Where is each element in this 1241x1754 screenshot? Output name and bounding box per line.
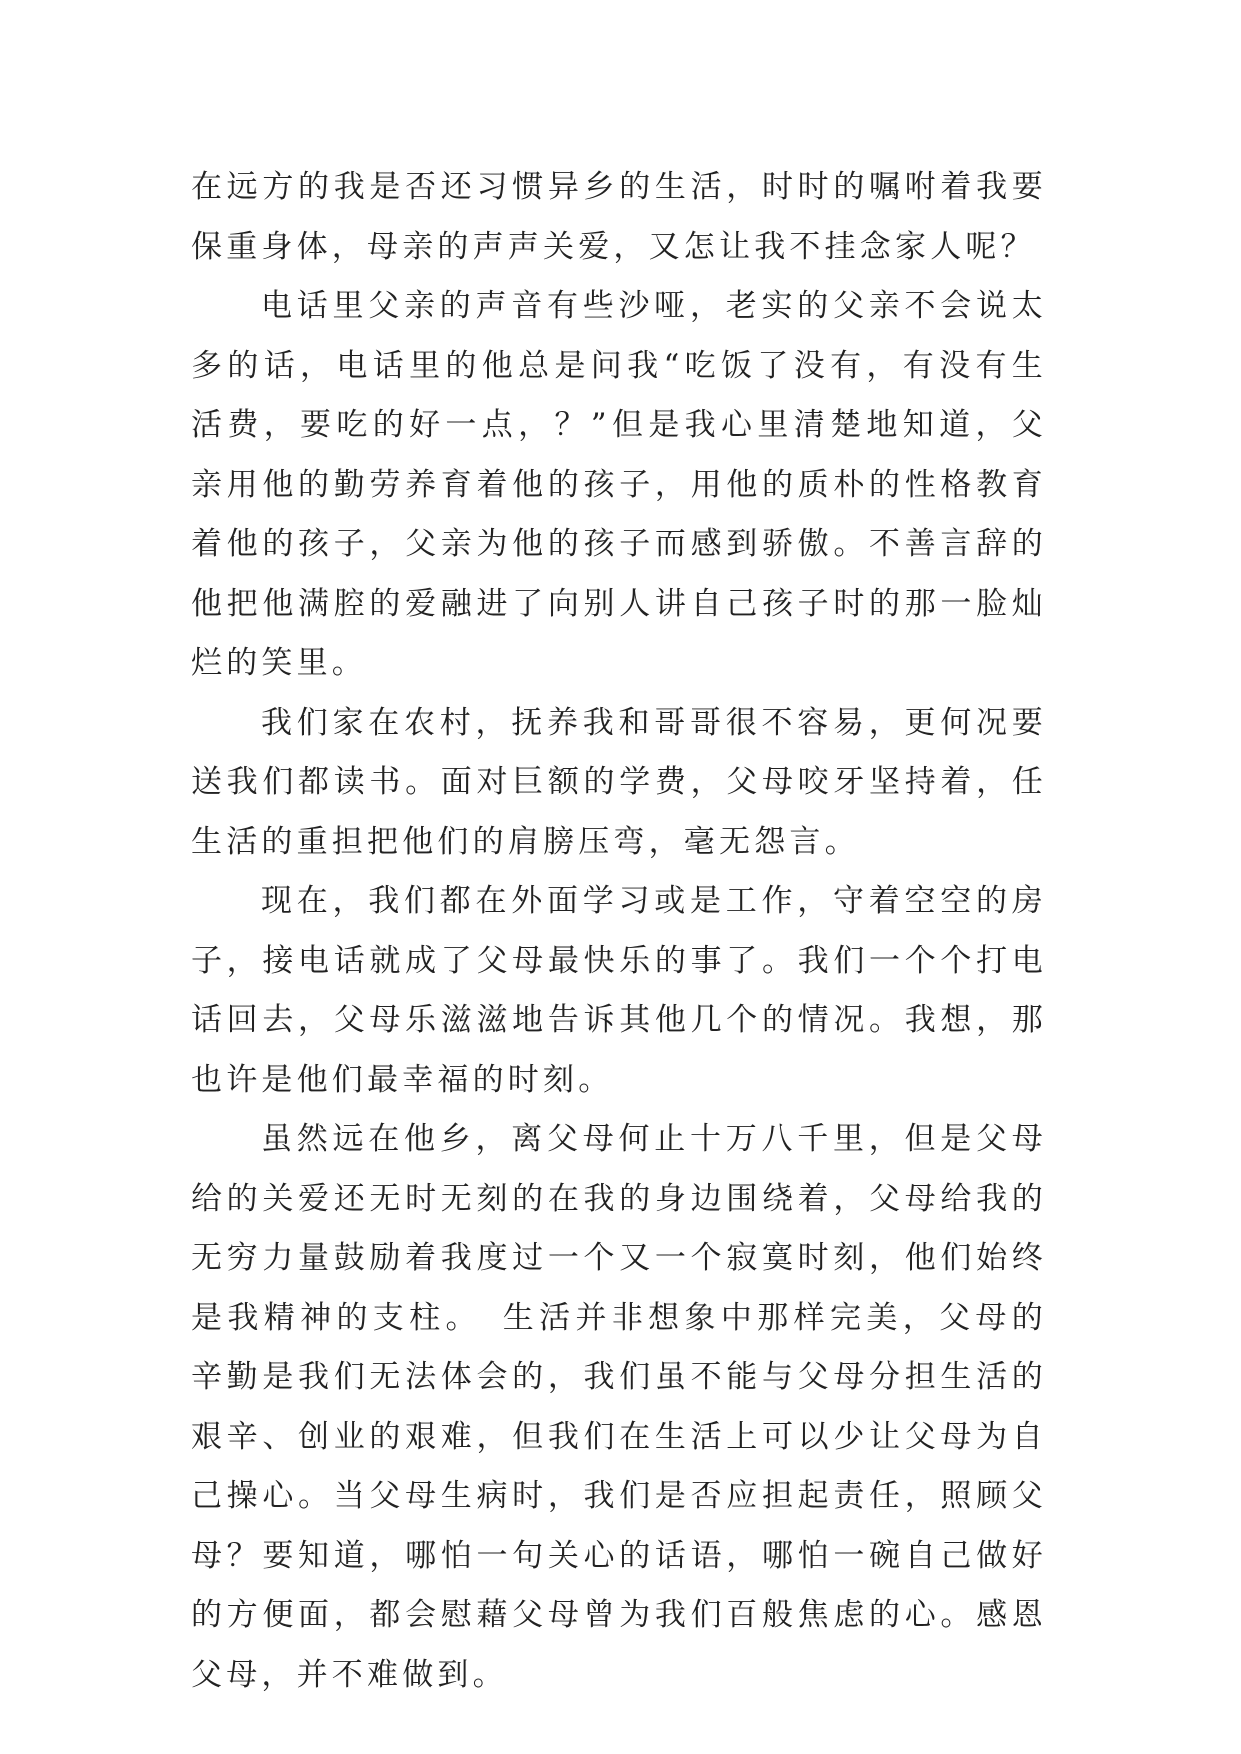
- paragraph-3: 我们家在农村，抚养我和哥哥很不容易，更何况要送我们都读书。面对巨额的学费，父母咬牙坚持着，任生活的重担把他们的肩膀压弯，毫无怨言。: [191, 704, 1047, 860]
- paragraph-5: 虽然远在他乡，离父母何止十万八千里，但是父母给的关爱还无时无刻的在我的身边围绕着，父母给我的无穷力量鼓励着我度过一个又一个寂寞时刻，他们始终是我精神的支柱。 生活并非想象中那样完美，父母的辛勤是我们无法体会的，我们虽不能与父母分担生活的艰辛、创业的艰难，但我们在生活上可以少让父母为自己操心。当父母生病时，我们是否应担起责任，照顾父母？要知道，哪怕一句关心的话语，哪怕一碗自己做好的方便面，都会慰藉父母曾为我们百般焦虑的心。感恩父母，并不难做到。: [191, 1121, 1047, 1693]
- paragraph-4: 现在，我们都在外面学习或是工作，守着空空的房子，接电话就成了父母最快乐的事了。我们一个个打电话回去，父母乐滋滋地告诉其他几个的情况。我想，那也许是他们最幸福的时刻。: [191, 883, 1047, 1098]
- paragraph-2: 电话里父亲的声音有些沙哑，老实的父亲不会说太多的话，电话里的他总是问我“吃饭了没有，有没有生活费，要吃的好一点，？”但是我心里清楚地知道，父亲用他的勤劳养育着他的孩子，用他的质朴的性格教育着他的孩子，父亲为他的孩子而感到骄傲。不善言辞的他把他满腔的爱融进了向别人讲自己孩子时的那一脸灿烂的笑里。: [191, 288, 1047, 681]
- document-body: [191, 158, 1047, 1705]
- paragraph-1: 在远方的我是否还习惯异乡的生活，时时的嘱咐着我要保重身体，母亲的声声关爱，又怎让我不挂念家人呢？: [191, 169, 1047, 265]
